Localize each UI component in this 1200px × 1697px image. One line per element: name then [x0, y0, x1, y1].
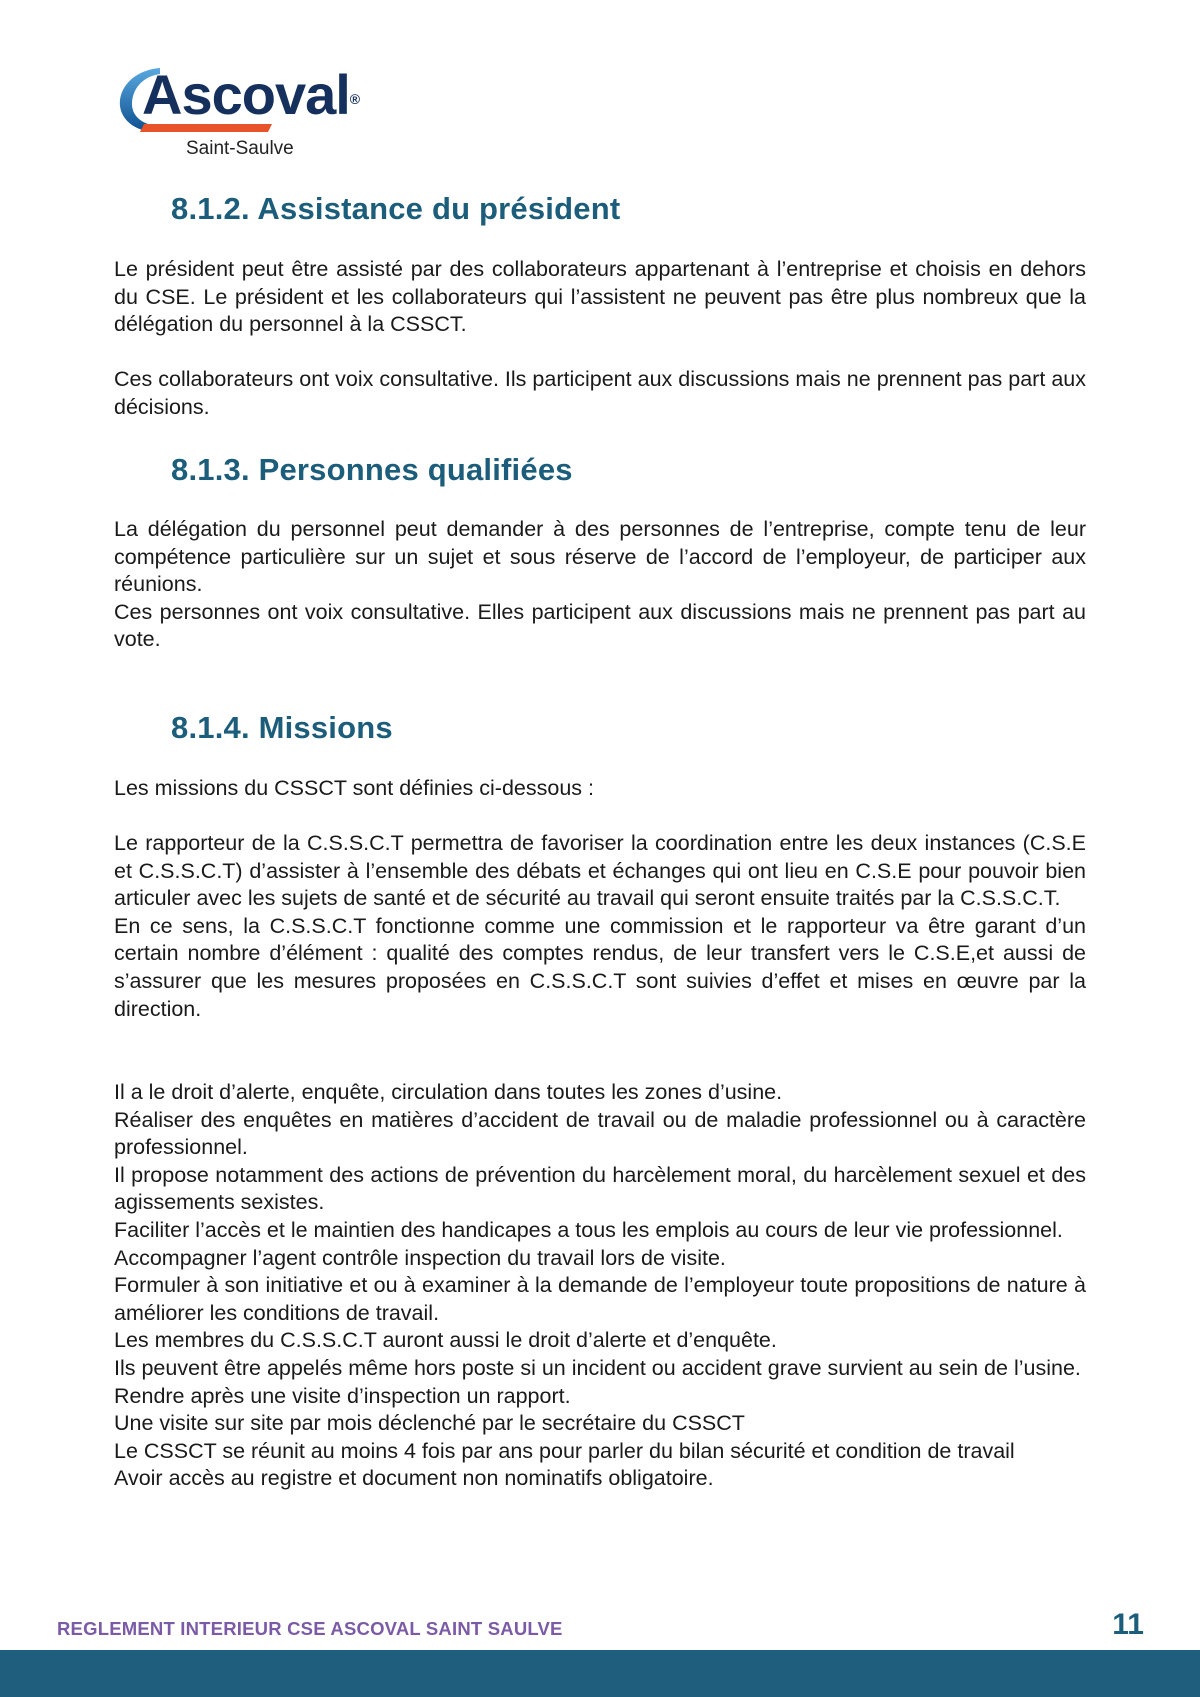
- paragraph: Le président peut être assisté par des collaborateurs appartenant à l’entreprise et choisis en dehors du CSE. Le président et les collaborateurs qui l’assistent ne peuvent pas être plus nombreux que la délégation du personnel à la CSSCT.: [114, 257, 1086, 337]
- paragraph: Ces personnes ont voix consultative. Elles participent aux discussions mais ne prennent pas part au vote.: [114, 599, 1086, 652]
- logo-wordmark: [142, 60, 359, 130]
- list-item: Faciliter l’accès et le maintien des handicapes a tous les emplois au cours de leur vie professionnel.: [114, 1217, 1063, 1242]
- section-heading-8-1-3: 8.1.3. Personnes qualifiées: [171, 452, 573, 487]
- paragraph: Ces collaborateurs ont voix consultative. Ils participent aux discussions mais ne prennent pas part aux décisions.: [114, 367, 1086, 419]
- list-item: Il a le droit d’alerte, enquête, circulation dans toutes les zones d’usine.: [114, 1080, 783, 1104]
- paragraph: La délégation du personnel peut demander à des personnes de l’entreprise, compte tenu de leur compétence particulière sur un sujet et sous réserve de l’accord de l’employeur, de participer aux réunions.: [114, 517, 1086, 597]
- section-body-8-1-3: [114, 516, 1086, 654]
- list-item: Ils peuvent être appelés même hors poste si un incident ou accident grave survient au sein de l’usine.: [114, 1355, 1081, 1380]
- section-heading-8-1-4: 8.1.4. Missions: [171, 710, 393, 745]
- section-body-8-1-4: [114, 830, 1086, 1023]
- paragraph: Le rapporteur de la C.S.S.C.T permettra de favoriser la coordination entre les deux instances (C.S.E et C.S.S.C.T) d’assister à l’ensemble des débats et échanges qui ont lieu en C.S.E pour pouvoir bien articuler avec les sujets de santé et de sécurité au travail qui seront ensuite traités par la C.S.S.C.T.: [114, 831, 1086, 911]
- section-heading-8-1-2: 8.1.2. Assistance du président: [171, 191, 621, 226]
- list-item: Rendre après une visite d’inspection un rapport.: [114, 1383, 571, 1408]
- section-body-8-1-2: [114, 256, 1086, 422]
- list-item: Les membres du C.S.S.C.T auront aussi le droit d’alerte et d’enquête.: [114, 1328, 777, 1353]
- footer-title: REGLEMENT INTERIEUR CSE ASCOVAL SAINT SAULVE: [57, 1618, 563, 1639]
- list-item: Il propose notamment des actions de prévention du harcèlement moral, du harcèlement sexuel et des agissements sexistes.: [114, 1162, 1086, 1215]
- list-item: Formuler à son initiative et ou à examiner à la demande de l’employeur toute propositions de nature à améliorer les conditions de travail.: [114, 1273, 1086, 1325]
- list-item: Le CSSCT se réunit au moins 4 fois par ans pour parler du bilan sécurité et condition de travail: [114, 1438, 1015, 1463]
- logo-text: Ascoval: [142, 63, 350, 126]
- page-number: 11: [1112, 1608, 1144, 1641]
- missions-list: [114, 1079, 1086, 1493]
- paragraph: Les missions du CSSCT sont définies ci-dessous :: [114, 776, 594, 800]
- list-item: Avoir accès au registre et document non nominatifs obligatoire.: [114, 1466, 714, 1491]
- footer-bar: [0, 1650, 1200, 1697]
- list-item: Accompagner l’agent contrôle inspection du travail lors de visite.: [114, 1245, 726, 1270]
- logo-subtitle: Saint-Saulve: [186, 138, 294, 159]
- list-item: Une visite sur site par mois déclenché par le secrétaire du CSSCT: [114, 1411, 745, 1436]
- paragraph: En ce sens, la C.S.S.C.T fonctionne comme une commission et le rapporteur va être garant d’un certain nombre d’élément : qualité des comptes rendus, de leur transfert vers le C.S.E,et aussi de s’assurer que les mesures proposées en C.S.S.C.T sont suivies d’effet et mises en œuvre par la direction.: [114, 913, 1086, 1021]
- registered-mark: ®: [349, 91, 360, 107]
- list-item: Réaliser des enquêtes en matières d’accident de travail ou de maladie professionnel ou à caractère professionnel.: [114, 1107, 1086, 1160]
- ascoval-logo: [116, 63, 426, 166]
- section-intro-8-1-4: [114, 775, 1086, 803]
